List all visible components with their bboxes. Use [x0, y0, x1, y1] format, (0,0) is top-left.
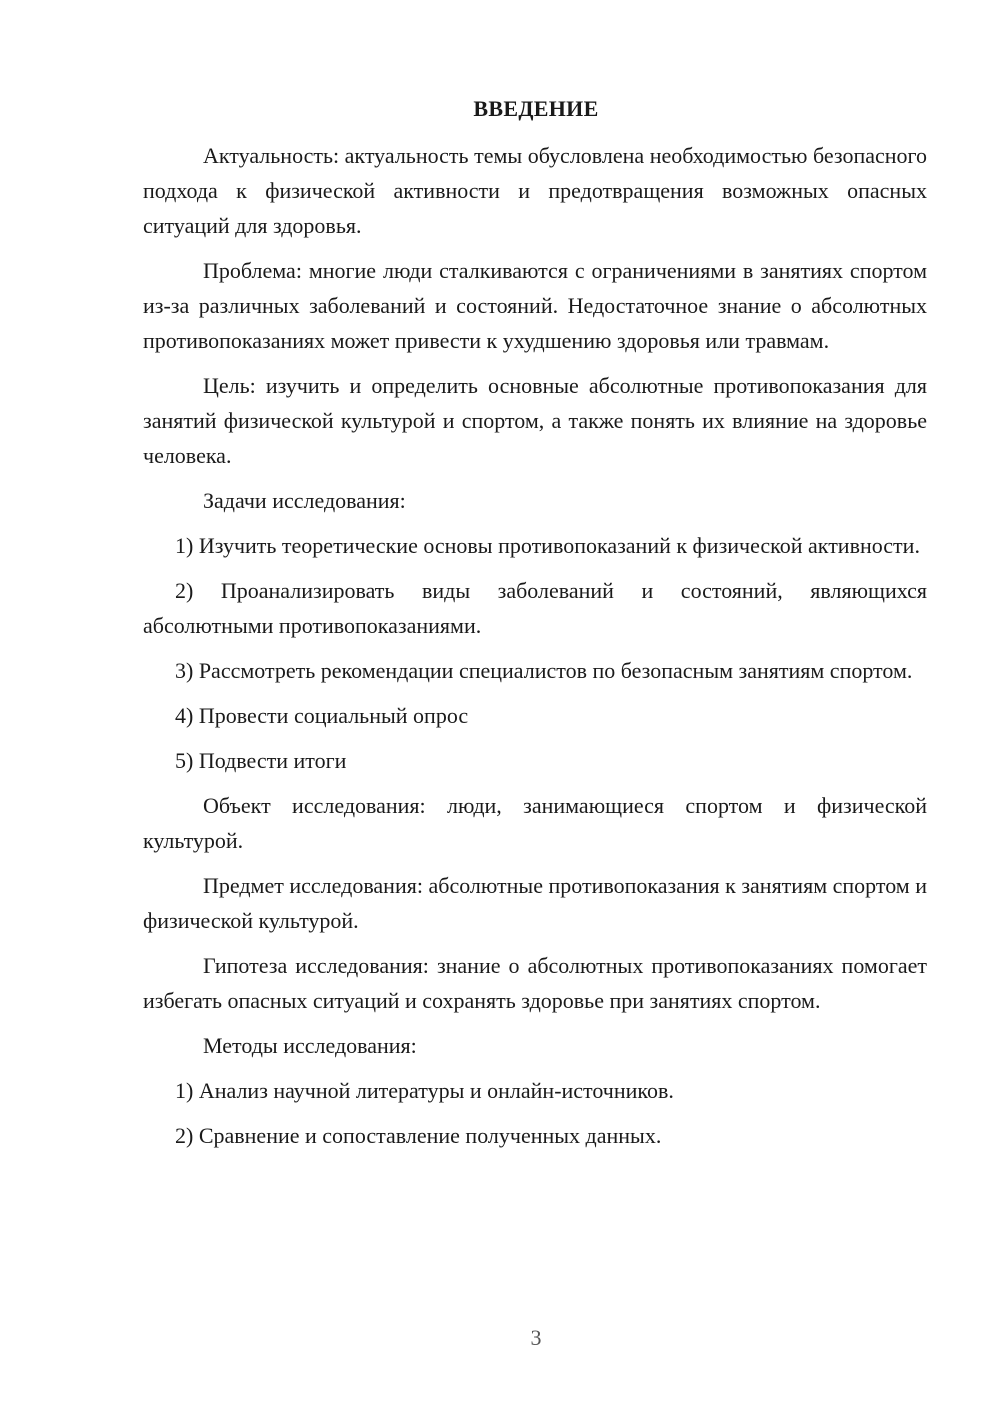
page-number: 3 [530, 1325, 542, 1350]
task-item: 1) Изучить теоретические основы противопоказаний к физической активности. [175, 533, 920, 558]
task-item: 3) Рассмотреть рекомендации специалистов по безопасным занятиям спортом. [175, 658, 913, 683]
methods-heading: Методы исследования: [203, 1033, 417, 1058]
method-item: 1) Анализ научной литературы и онлайн-источников. [175, 1078, 674, 1103]
task-item: 2) Проанализировать виды заболеваний и состояний, являющихся абсолютными противопоказаниями. [143, 578, 927, 638]
task-item: 5) Подвести итоги [175, 748, 347, 773]
tasks-heading: Задачи исследования: [203, 488, 406, 513]
object-paragraph: Объект исследования: люди, занимающиеся спортом и физической культурой. [143, 793, 927, 853]
subject-paragraph: Предмет исследования: абсолютные противопоказания к занятиям спортом и физической культурой. [143, 873, 927, 933]
goal-paragraph: Цель: изучить и определить основные абсолютные противопоказания для занятий физической культурой и спортом, а также понять их влияние на здоровье человека. [143, 373, 927, 468]
document-body [143, 138, 927, 1163]
method-item: 2) Сравнение и сопоставление полученных данных. [175, 1123, 662, 1148]
page-title: ВВЕДЕНИЕ [473, 96, 599, 121]
hypothesis-paragraph: Гипотеза исследования: знание о абсолютных противопоказаниях помогает избегать опасных ситуаций и сохранять здоровье при занятиях спортом. [143, 953, 927, 1013]
problem-paragraph: Проблема: многие люди сталкиваются с ограничениями в занятиях спортом из-за различных заболеваний и состояний. Недостаточное знание о абсолютных противопоказаниях может привести к ухудшению здоровья или травмам. [143, 258, 927, 353]
relevance-paragraph: Актуальность: актуальность темы обусловлена необходимостью безопасного подхода к физической активности и предотвращения возможных опасных ситуаций для здоровья. [143, 143, 927, 238]
task-item: 4) Провести социальный опрос [175, 703, 469, 728]
